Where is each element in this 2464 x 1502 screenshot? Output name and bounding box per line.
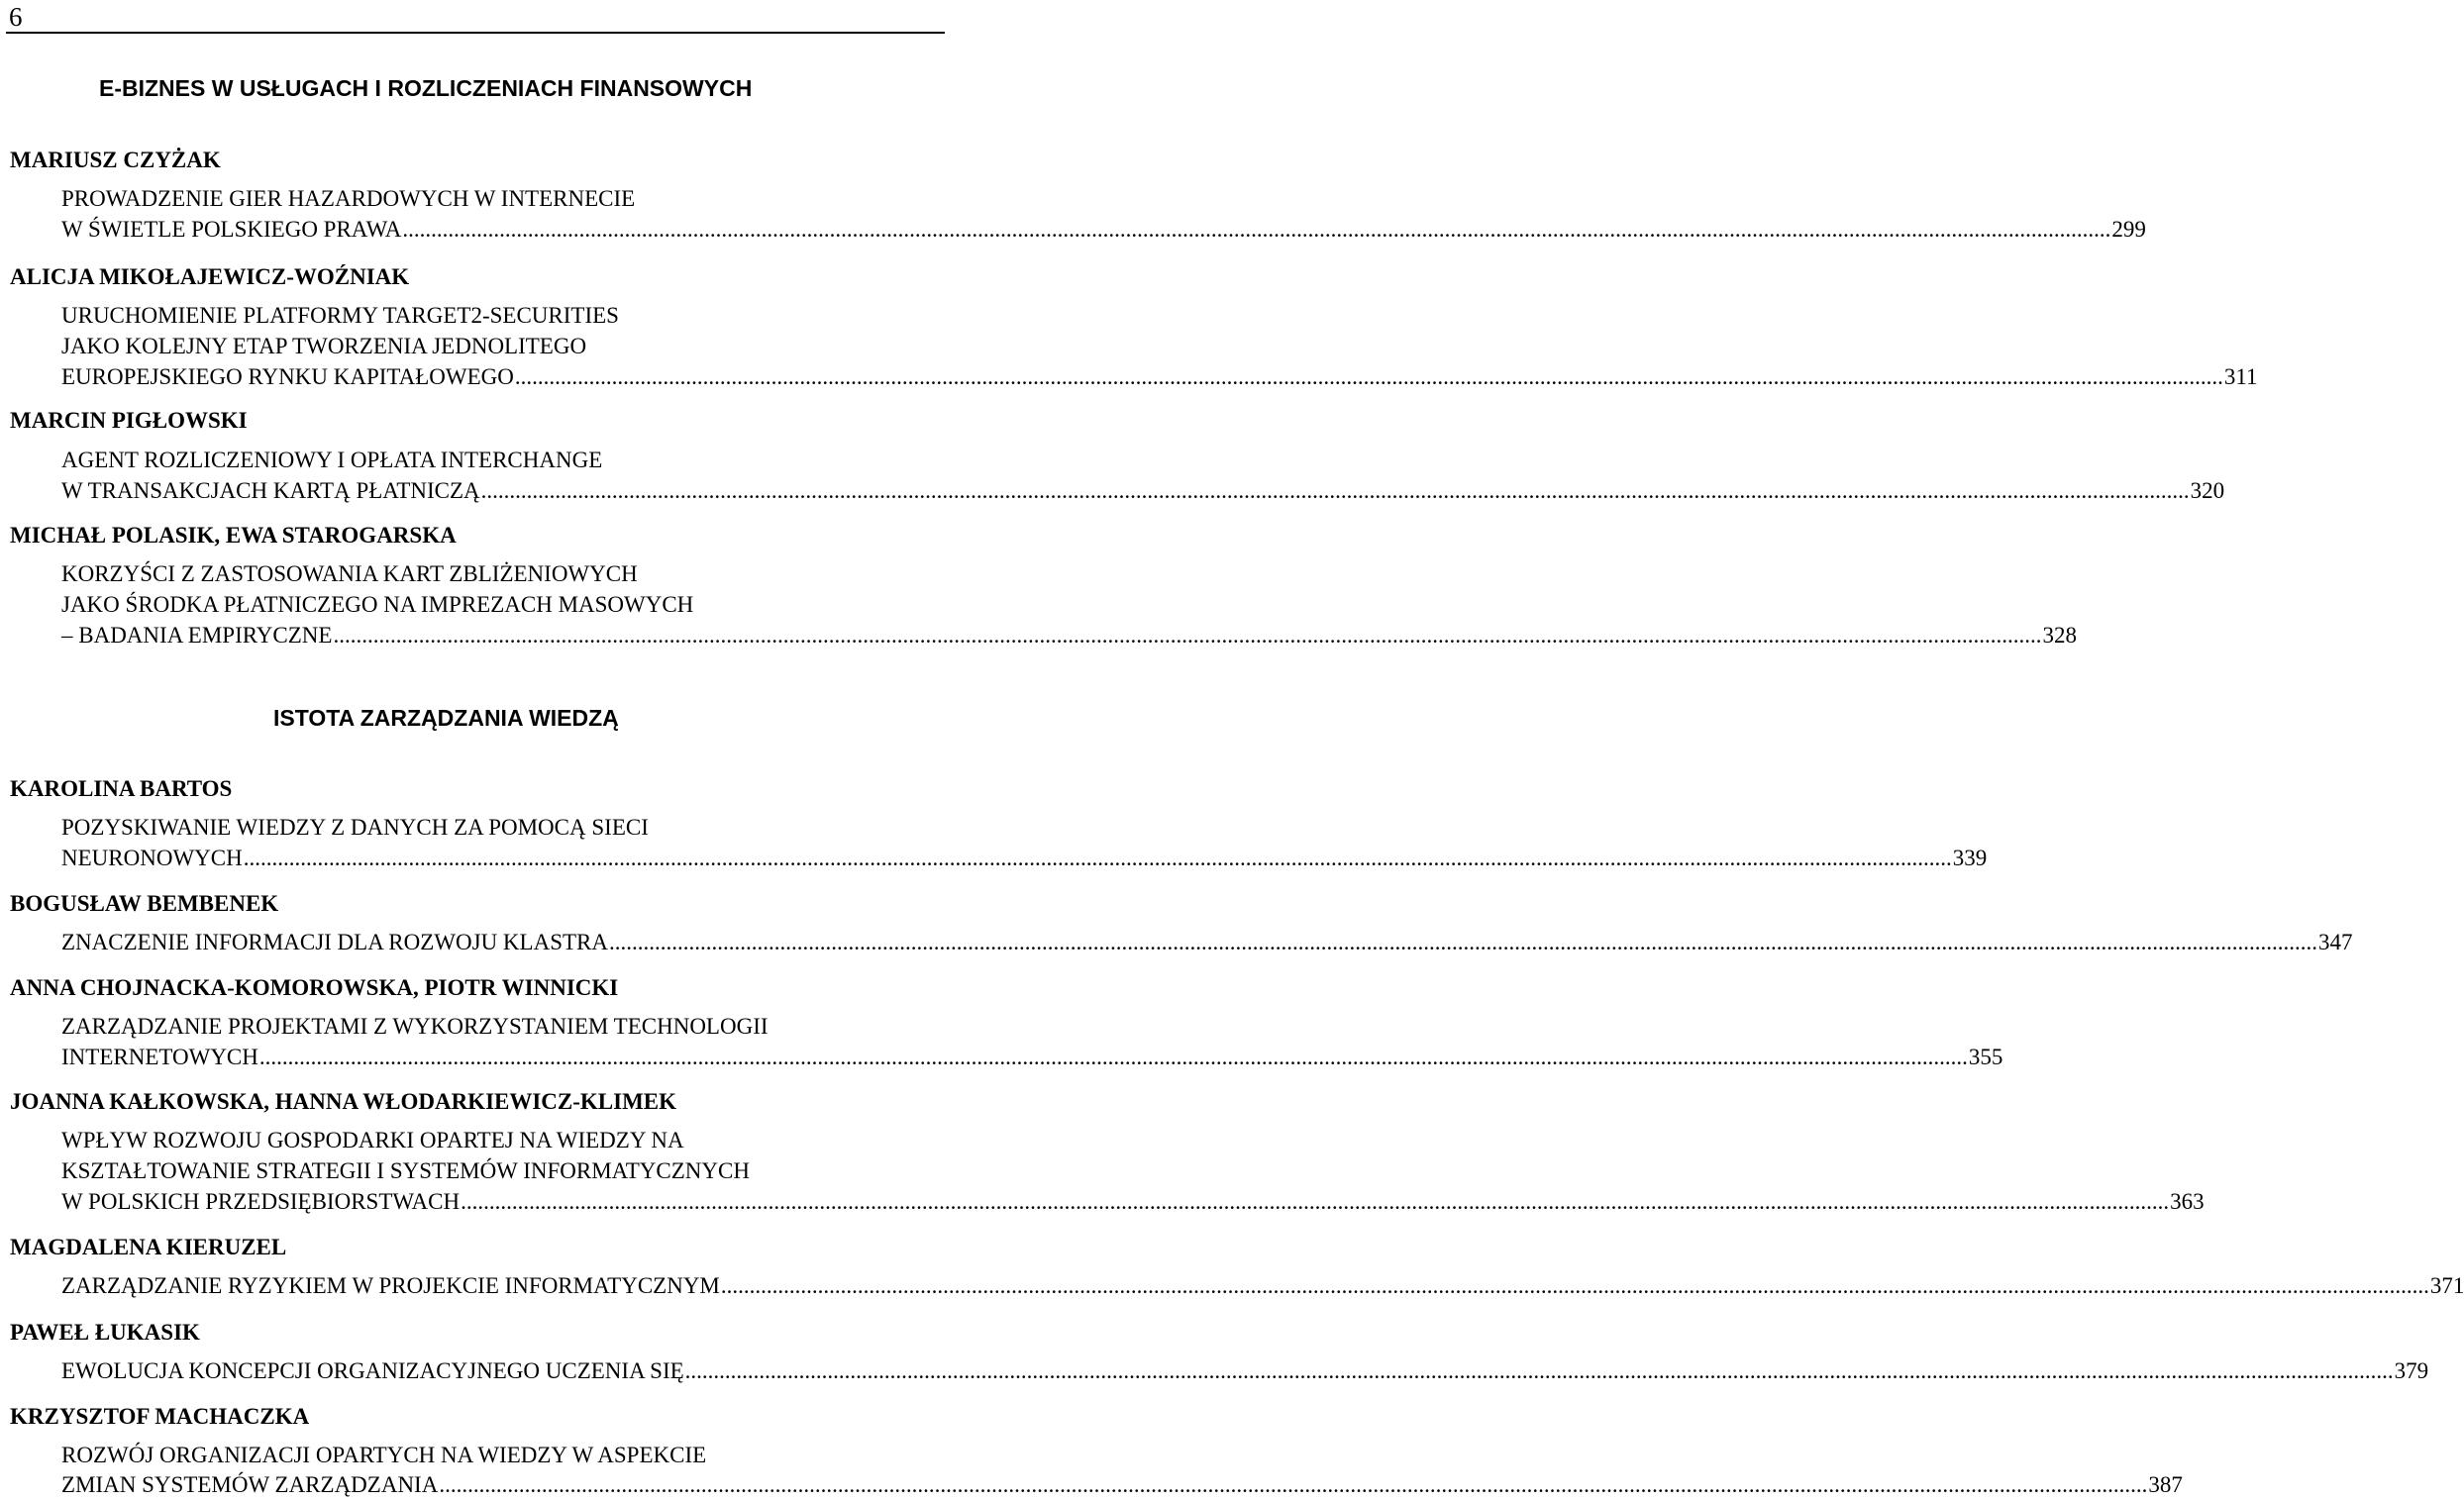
entry-title-line: URUCHOMIENIE PLATFORMY TARGET2-SECURITIES bbox=[61, 303, 619, 328]
header-rule bbox=[6, 32, 945, 34]
entry-title-line: ZARZĄDZANIE PROJEKTAMI Z WYKORZYSTANIEM TECHNOLOGII bbox=[61, 1014, 769, 1039]
dot-leader: ............................................................................................................................................................................................................................................................................................................ bbox=[720, 1273, 2429, 1298]
dot-leader: ............................................................................................................................................................................................................................................................................................................ bbox=[258, 1045, 1968, 1069]
entry-title-line: KORZYŚCI Z ZASTOSOWANIA KART ZBLIŻENIOWYCH bbox=[61, 561, 638, 586]
dot-leader: ............................................................................................................................................................................................................................................................................................................ bbox=[402, 217, 2111, 242]
entry-title-last-line bbox=[61, 1187, 2205, 1217]
entry-title-line: – BADANIA EMPIRYCZNE bbox=[61, 623, 333, 648]
entry-title-last-line bbox=[61, 215, 2146, 245]
entry-title-line: POZYSKIWANIE WIEDZY Z DANYCH ZA POMOCĄ SIECI bbox=[61, 815, 649, 840]
entry-title-line: EUROPEJSKIEGO RYNKU KAPITAŁOWEGO bbox=[61, 364, 514, 389]
entry-title-line: INTERNETOWYCH bbox=[61, 1045, 258, 1069]
entry-author: KRZYSZTOF MACHACZKA bbox=[10, 1404, 310, 1429]
entry-title-line: NEURONOWYCH bbox=[61, 846, 243, 870]
page-number: 6 bbox=[9, 2, 23, 32]
section-title-ebiznes: E-BIZNES W USŁUGACH I ROZLICZENIACH FINANSOWYCH bbox=[99, 75, 753, 101]
entry-title-last-line bbox=[61, 621, 2077, 651]
section-title-wiedza: ISTOTA ZARZĄDZANIA WIEDZĄ bbox=[273, 705, 619, 731]
entry-page-number: 371 bbox=[2429, 1273, 2464, 1298]
entry-title-last-line bbox=[61, 1356, 2429, 1386]
entry-page-number: 320 bbox=[2190, 478, 2225, 503]
entry-title-line: KSZTAŁTOWANIE STRATEGII I SYSTEMÓW INFORMATYCZNYCH bbox=[61, 1158, 750, 1183]
entry-title-last-line bbox=[61, 844, 1988, 873]
dot-leader: ............................................................................................................................................................................................................................................................................................................ bbox=[684, 1358, 2394, 1383]
entry-page-number: 347 bbox=[2318, 930, 2353, 954]
entry-title-line: ZARZĄDZANIE RYZYKIEM W PROJEKCIE INFORMATYCZNYM bbox=[61, 1273, 720, 1298]
entry-author: MICHAŁ POLASIK, EWA STAROGARSKA bbox=[10, 523, 457, 548]
entry-title-last-line bbox=[61, 1470, 2183, 1500]
entry-title-line: WPŁYW ROZWOJU GOSPODARKI OPARTEJ NA WIEDZY NA bbox=[61, 1128, 684, 1152]
dot-leader: ............................................................................................................................................................................................................................................................................................................ bbox=[439, 1472, 2148, 1497]
entry-author: ALICJA MIKOŁAJEWICZ-WOŹNIAK bbox=[10, 264, 410, 289]
entry-page-number: 328 bbox=[2042, 623, 2077, 648]
entry-title-last-line bbox=[61, 476, 2225, 506]
entry-title-last-line bbox=[61, 928, 2353, 957]
dot-leader: ............................................................................................................................................................................................................................................................................................................ bbox=[609, 930, 2317, 954]
entry-title-last-line bbox=[61, 1043, 2003, 1072]
entry-title-line: JAKO KOLEJNY ETAP TWORZENIA JEDNOLITEGO bbox=[61, 334, 587, 358]
entry-author: ANNA CHOJNACKA-KOMOROWSKA, PIOTR WINNICKI bbox=[10, 975, 619, 1000]
entry-title-line: EWOLUCJA KONCEPCJI ORGANIZACYJNEGO UCZENIA SIĘ bbox=[61, 1358, 684, 1383]
dot-leader: ............................................................................................................................................................................................................................................................................................................ bbox=[514, 364, 2223, 389]
entry-title-line: PROWADZENIE GIER HAZARDOWYCH W INTERNECIE bbox=[61, 186, 636, 211]
entry-page-number: 355 bbox=[1968, 1045, 2003, 1069]
entry-page-number: 311 bbox=[2223, 364, 2258, 389]
entry-author: MAGDALENA KIERUZEL bbox=[10, 1235, 287, 1259]
entry-title-line: AGENT ROZLICZENIOWY I OPŁATA INTERCHANGE bbox=[61, 448, 603, 472]
dot-leader: ............................................................................................................................................................................................................................................................................................................ bbox=[461, 1189, 2170, 1214]
entry-title-line: ROZWÓJ ORGANIZACJI OPARTYCH NA WIEDZY W ASPEKCIE bbox=[61, 1443, 707, 1467]
entry-title-line: W TRANSAKCJACH KARTĄ PŁATNICZĄ bbox=[61, 478, 480, 503]
entry-author: PAWEŁ ŁUKASIK bbox=[10, 1320, 200, 1345]
dot-leader: ............................................................................................................................................................................................................................................................................................................ bbox=[243, 846, 1952, 870]
entry-page-number: 387 bbox=[2148, 1472, 2183, 1497]
entry-title-line: W ŚWIETLE POLSKIEGO PRAWA bbox=[61, 217, 402, 242]
entry-page-number: 339 bbox=[1952, 846, 1988, 870]
entry-title-last-line bbox=[61, 1271, 2464, 1301]
entry-author: MARIUSZ CZYŻAK bbox=[10, 148, 221, 172]
entry-title-line: ZMIAN SYSTEMÓW ZARZĄDZANIA bbox=[61, 1472, 439, 1497]
entry-title-line: JAKO ŚRODKA PŁATNICZEGO NA IMPREZACH MASOWYCH bbox=[61, 592, 694, 617]
dot-leader: ............................................................................................................................................................................................................................................................................................................ bbox=[333, 623, 2042, 648]
entry-title-line: ZNACZENIE INFORMACJI DLA ROZWOJU KLASTRA bbox=[61, 930, 608, 954]
entry-author: KAROLINA BARTOS bbox=[10, 776, 233, 801]
entry-author: JOANNA KAŁKOWSKA, HANNA WŁODARKIEWICZ-KLIMEK bbox=[10, 1089, 677, 1114]
entry-author: BOGUSŁAW BEMBENEK bbox=[10, 891, 279, 916]
entry-title-line: W POLSKICH PRZEDSIĘBIORSTWACH bbox=[61, 1189, 461, 1214]
entry-page-number: 299 bbox=[2111, 217, 2146, 242]
entry-author: MARCIN PIGŁOWSKI bbox=[10, 408, 248, 433]
entry-title-last-line bbox=[61, 362, 2258, 392]
entry-page-number: 379 bbox=[2394, 1358, 2429, 1383]
dot-leader: ............................................................................................................................................................................................................................................................................................................ bbox=[480, 478, 2190, 503]
entry-page-number: 363 bbox=[2170, 1189, 2205, 1214]
